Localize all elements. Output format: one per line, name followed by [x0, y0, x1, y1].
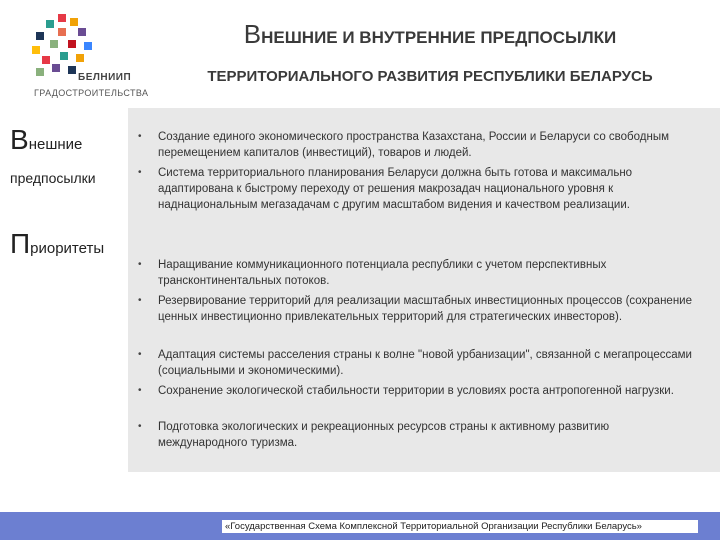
- external-item: Создание единого экономического пространства Казахстана, России и Беларуси со свободным перемещением капиталов (инвестиций), товаров и людей.: [158, 131, 669, 159]
- logo: [28, 12, 158, 104]
- bullet-icon: •: [138, 385, 142, 396]
- title-line-1: [160, 19, 700, 50]
- priority-item: Резервирование территорий для реализации масштабных инвестиционных процессов (сохранение ценных инвестиционно привлекательных территорий для стратегических инвесторов).: [158, 295, 692, 323]
- footer-text: «Государственная Схема Комплексной Территориальной Организации Республики Беларусь»: [222, 520, 698, 533]
- bullet-icon: •: [138, 349, 142, 360]
- title-line-2: ТЕРРИТОРИАЛЬНОГО РАЗВИТИЯ РЕСПУБЛИКИ БЕЛАРУСЬ: [207, 68, 653, 85]
- bullet-icon: •: [138, 131, 142, 142]
- priority-item: Наращивание коммуникационного потенциала республики с учетом перспективных трансконтинентальных потоков.: [158, 259, 607, 287]
- page-title: [160, 19, 700, 85]
- external-item: Система территориального планирования Беларуси должна быть готова и максимально адаптирована к быстрому переходу от решения макрозадач национального уровня к наднациональным мегазадачам с другим масштабом видения и качеством реализации.: [158, 167, 633, 211]
- label-priorities-rest: риоритеты: [30, 240, 105, 257]
- label-external-rest: нешние: [28, 136, 83, 153]
- title-line-1-rest: НЕШНИЕ И ВНУТРЕННИЕ ПРЕДПОСЫЛКИ: [261, 28, 617, 47]
- title-first-letter: В: [243, 19, 262, 49]
- bullet-icon: •: [138, 167, 142, 178]
- content-panel: [128, 108, 720, 472]
- bullet-icon: •: [138, 421, 142, 432]
- logo-subtitle: ГРАДОСТРОИТЕЛЬСТВА: [34, 88, 149, 98]
- bullet-icon: •: [138, 295, 142, 306]
- label-priorities: [10, 228, 104, 260]
- label-external-first-letter: В: [10, 124, 29, 155]
- label-priorities-first-letter: П: [10, 228, 31, 259]
- priority-item: Адаптация системы расселения страны к волне "новой урбанизации", связанной с мегапроцессами (социальными и экономическими).: [158, 349, 692, 377]
- priority-item: Подготовка экологических и рекреационных ресурсов страны к активному развитию международного туризма.: [158, 421, 610, 449]
- label-external: [10, 124, 82, 156]
- label-external-line-2: предпосылки: [10, 170, 96, 186]
- bullet-icon: •: [138, 259, 142, 270]
- logo-name: БЕЛНИИП: [78, 72, 132, 83]
- priority-item: Сохранение экологической стабильности территории в условиях роста антропогенной нагрузки.: [158, 385, 674, 397]
